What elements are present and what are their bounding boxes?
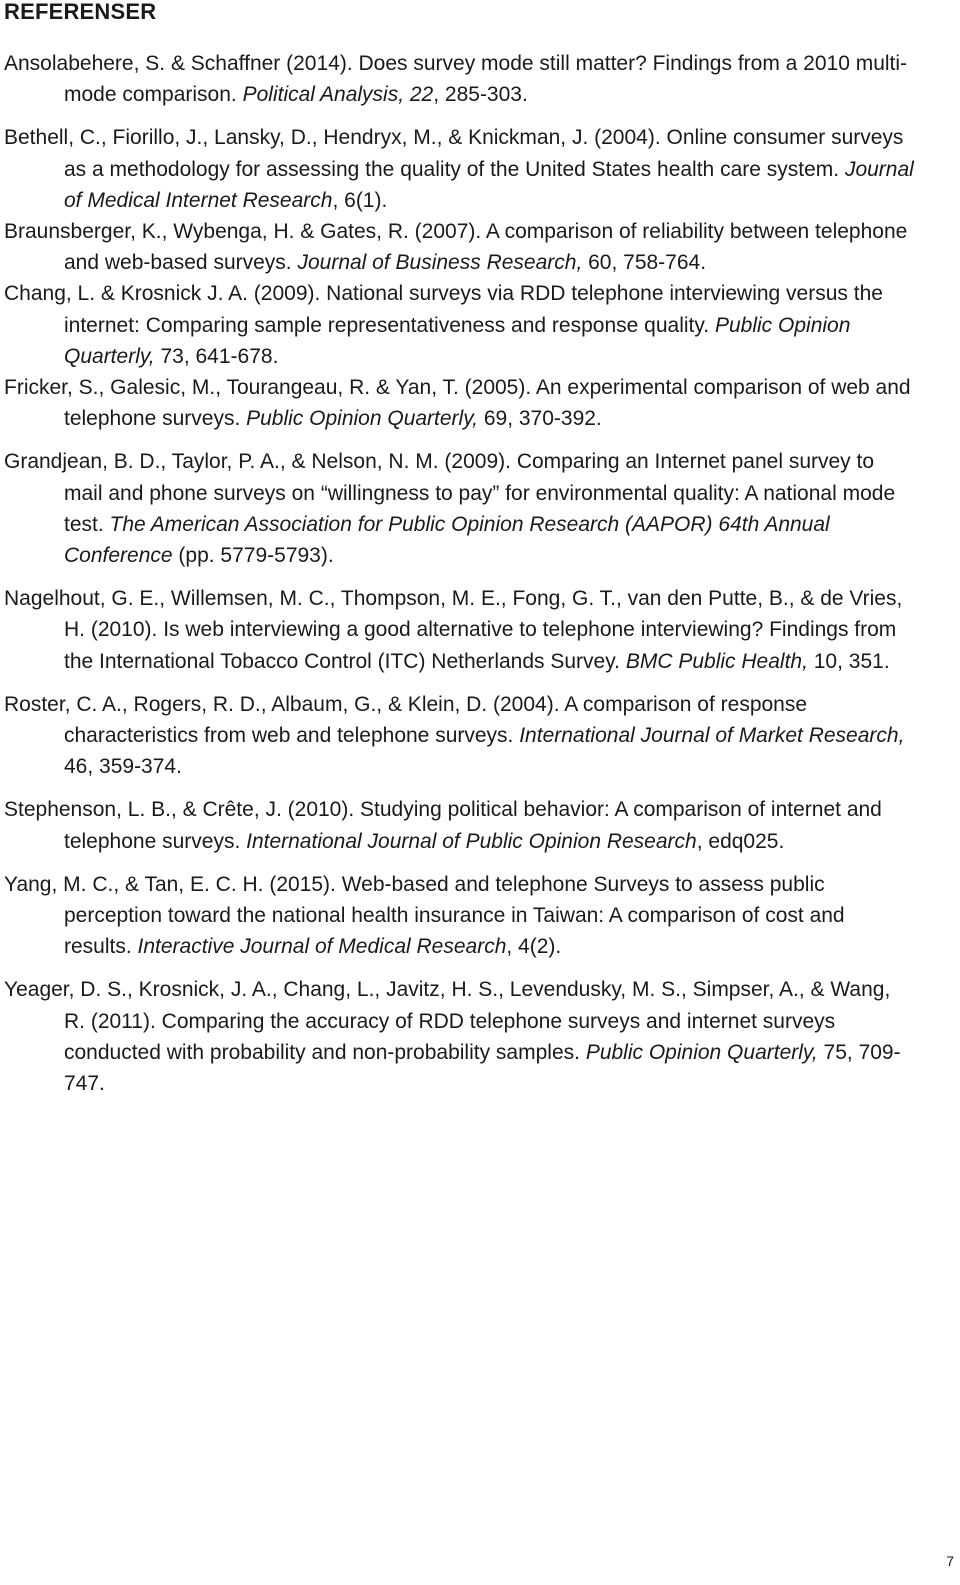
reference-item	[4, 122, 914, 216]
reference-authors: Stephenson, L. B., & Crête, J. (2010).	[4, 798, 361, 822]
reference-item	[4, 869, 914, 963]
reference-details: 75, 709-747.	[64, 1040, 901, 1096]
reference-authors: Nagelhout, G. E., Willemsen, M. C., Thompson, M. E., Fong, G. T., van den Putte, B., & de Vries, H. (2010).	[4, 587, 903, 642]
reference-authors: Yang, M. C., & Tan, E. C. H. (2015).	[4, 872, 342, 896]
reference-details: (pp. 5779-5793).	[172, 544, 334, 568]
reference-journal: Interactive Journal of Medical Research	[137, 935, 507, 959]
reference-item	[4, 794, 914, 856]
reference-title: An experimental comparison of web and telephone surveys.	[64, 376, 911, 431]
reference-details: , 4(2).	[506, 935, 562, 959]
reference-details: , 285-303.	[433, 83, 528, 107]
page-number: 7	[946, 1553, 954, 1569]
reference-item	[4, 583, 914, 677]
reference-list	[4, 48, 914, 1099]
reference-authors: Fricker, S., Galesic, M., Tourangeau, R. & Yan, T. (2005).	[4, 376, 536, 400]
reference-title: A comparison of reliability between telephone and web-based surveys.	[64, 220, 908, 275]
reference-details: 60, 758-764.	[582, 251, 707, 275]
reference-details: 69, 370-392.	[478, 407, 602, 431]
reference-title: A comparison of response characteristics from web and telephone surveys.	[64, 692, 808, 748]
reference-details: , edq025.	[696, 829, 785, 853]
reference-journal: Journal of Medical Internet Research	[64, 157, 914, 212]
reference-item	[4, 446, 914, 571]
reference-item	[4, 278, 914, 372]
reference-item	[4, 216, 914, 278]
reference-journal: Public Opinion Quarterly,	[64, 313, 851, 368]
reference-item	[4, 48, 914, 110]
reference-journal: Public Opinion Quarterly,	[246, 407, 478, 431]
reference-title: Comparing an Internet panel survey to mail and phone surveys on “willingness to pay” for environmental quality: A national mode test.	[64, 450, 896, 536]
reference-journal: BMC Public Health,	[625, 649, 808, 673]
reference-journal: International Journal of Public Opinion Research	[246, 829, 697, 853]
reference-journal: International Journal of Market Research,	[519, 724, 905, 748]
reference-journal: Journal of Business Research,	[297, 251, 583, 275]
reference-details: 46, 359-374.	[64, 755, 182, 779]
reference-item	[4, 974, 914, 1099]
reference-journal: Political Analysis, 22	[242, 83, 434, 107]
reference-authors: Bethell, C., Fiorillo, J., Lansky, D., Hendryx, M., & Knickman, J. (2004).	[4, 126, 667, 150]
page-heading: REFERENSER	[4, 0, 157, 24]
reference-authors: Yeager, D. S., Krosnick, J. A., Chang, L., Javitz, H. S., Levendusky, M. S., Simpser, A., & Wang, R. (2011).	[4, 978, 891, 1033]
reference-details: 73, 641-678.	[154, 344, 279, 368]
reference-details: , 6(1).	[332, 188, 388, 212]
reference-title: Does survey mode still matter? Findings from a 2010 multi-mode comparison.	[64, 52, 908, 107]
reference-journal: The American Association for Public Opinion Research (AAPOR) 64th Annual Conference	[64, 512, 830, 568]
reference-journal: Public Opinion Quarterly,	[585, 1040, 818, 1064]
reference-title: Online consumer surveys as a methodology for assessing the quality of the United States health care system.	[64, 126, 904, 181]
reference-details: 10, 351.	[807, 649, 890, 673]
reference-authors: Grandjean, B. D., Taylor, P. A., & Nelson, N. M. (2009).	[4, 450, 517, 474]
reference-title: Is web interviewing a good alternative to telephone interviewing? Findings from the International Tobacco Control (ITC) Netherlands Survey.	[64, 618, 897, 673]
reference-authors: Ansolabehere, S. & Schaffner (2014).	[4, 52, 359, 75]
reference-item	[4, 689, 914, 783]
reference-title: Comparing the accuracy of RDD telephone surveys and internet surveys conducted with probability and non-probability samples.	[64, 1009, 836, 1064]
reference-authors: Chang, L. & Krosnick J. A. (2009).	[4, 282, 327, 306]
reference-authors: Roster, C. A., Rogers, R. D., Albaum, G., & Klein, D. (2004).	[4, 692, 565, 716]
reference-title: National surveys via RDD telephone interviewing versus the internet: Comparing sample representativeness and response quality.	[64, 282, 883, 337]
reference-item	[4, 372, 914, 434]
reference-title: Studying political behavior: A comparison of internet and telephone surveys.	[64, 798, 882, 853]
reference-authors: Braunsberger, K., Wybenga, H. & Gates, R. (2007).	[4, 220, 486, 244]
reference-title: Web-based and telephone Surveys to assess public perception toward the national health insurance in Taiwan: A comparison of cost and results.	[64, 872, 845, 959]
